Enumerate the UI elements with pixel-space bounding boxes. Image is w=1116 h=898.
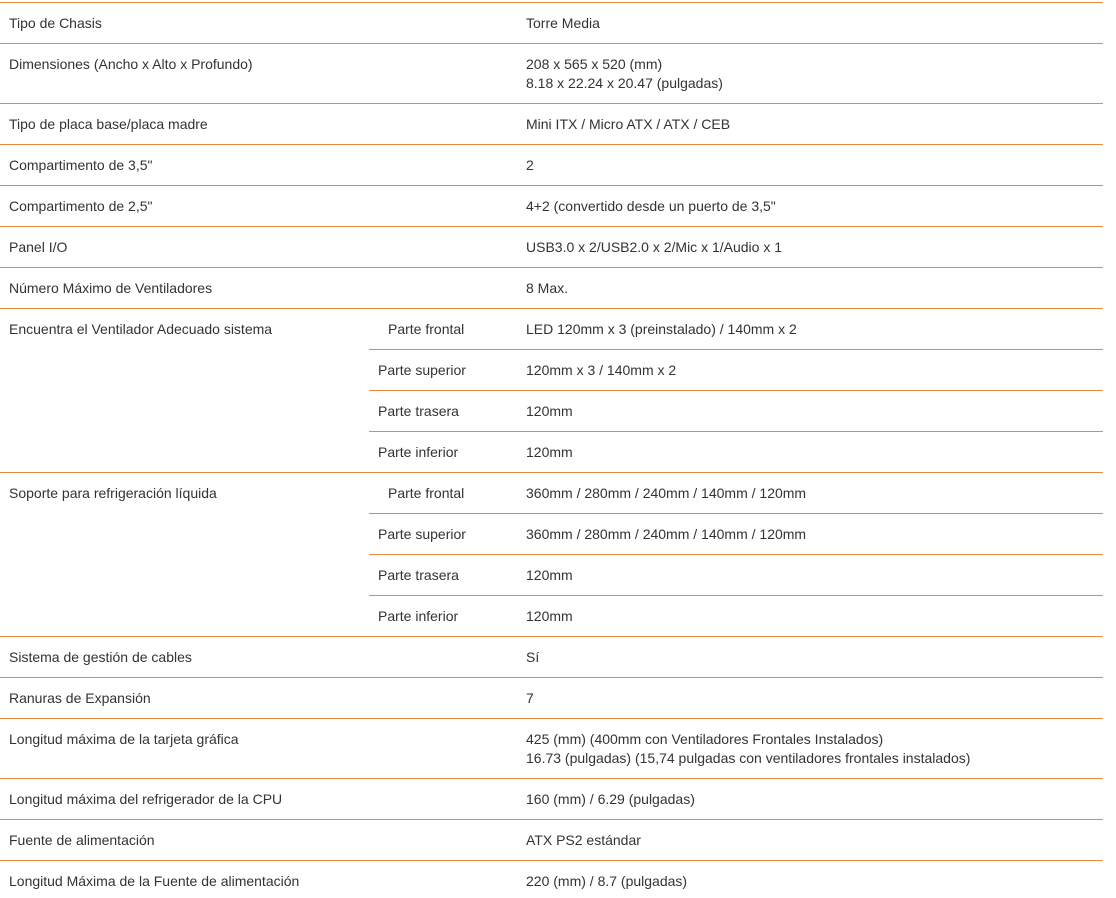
value-mm: 425 (mm) (400mm con Ventiladores Frontales Instalados) (526, 730, 1103, 749)
row-bay-25 (0, 186, 1103, 227)
spec-value: 8 Max. (517, 268, 1103, 309)
spec-label: Encuentra el Ventilador Adecuado sistema (0, 309, 369, 473)
spec-label: Ranuras de Expansión (0, 678, 369, 719)
radiator-value: 360mm / 280mm / 240mm / 140mm / 120mm (517, 514, 1103, 555)
fan-position: Parte superior (369, 350, 517, 391)
spec-label: Longitud máxima del refrigerador de la CPU (0, 779, 369, 820)
spec-label: Dimensiones (Ancho x Alto x Profundo) (0, 44, 369, 104)
fan-value: 120mm x 3 / 140mm x 2 (517, 350, 1103, 391)
row-bay-35 (0, 145, 1103, 186)
row-liquid-cooling (0, 473, 1103, 514)
row-cpu-cooler-height (0, 779, 1103, 820)
radiator-value: 120mm (517, 596, 1103, 637)
spec-label: Sistema de gestión de cables (0, 637, 369, 678)
spec-value (517, 719, 1103, 779)
spec-value: Mini ITX / Micro ATX / ATX / CEB (517, 104, 1103, 145)
spec-value: USB3.0 x 2/USB2.0 x 2/Mic x 1/Audio x 1 (517, 227, 1103, 268)
spec-value: 7 (517, 678, 1103, 719)
spec-value: Torre Media (517, 3, 1103, 44)
spec-label: Longitud máxima de la tarjeta gráfica (0, 719, 369, 779)
value-inches: 16.73 (pulgadas) (15,74 pulgadas con ventiladores frontales instalados) (526, 749, 1103, 768)
row-dimensions (0, 44, 1103, 104)
row-expansion-slots (0, 678, 1103, 719)
spec-label: Panel I/O (0, 227, 369, 268)
spec-label: Compartimento de 2,5" (0, 186, 369, 227)
fan-position: Parte frontal (369, 309, 517, 350)
radiator-value: 360mm / 280mm / 240mm / 140mm / 120mm (517, 473, 1103, 514)
row-max-fans (0, 268, 1103, 309)
row-psu-length (0, 861, 1103, 898)
fan-value: 120mm (517, 391, 1103, 432)
spec-label: Compartimento de 3,5" (0, 145, 369, 186)
value-mm: 208 x 565 x 520 (mm) (526, 55, 1103, 74)
spec-value: 160 (mm) / 6.29 (pulgadas) (517, 779, 1103, 820)
fan-position: Parte inferior (369, 432, 517, 473)
spec-label: Número Máximo de Ventiladores (0, 268, 369, 309)
radiator-position: Parte frontal (369, 473, 517, 514)
row-fan-support (0, 309, 1103, 350)
row-chassis-type (0, 3, 1103, 44)
row-io-panel (0, 227, 1103, 268)
spec-value: Sí (517, 637, 1103, 678)
spec-value: 4+2 (convertido desde un puerto de 3,5" (517, 186, 1103, 227)
spec-label: Fuente de alimentación (0, 820, 369, 861)
row-cable-management (0, 637, 1103, 678)
row-psu (0, 820, 1103, 861)
radiator-value: 120mm (517, 555, 1103, 596)
radiator-position: Parte trasera (369, 555, 517, 596)
spec-value (517, 44, 1103, 104)
spec-value: 2 (517, 145, 1103, 186)
row-gpu-length (0, 719, 1103, 779)
spec-label: Soporte para refrigeración líquida (0, 473, 369, 637)
spec-label: Longitud Máxima de la Fuente de alimentación (0, 861, 369, 898)
spec-label: Tipo de Chasis (0, 3, 369, 44)
spec-value: 220 (mm) / 8.7 (pulgadas) (517, 861, 1103, 898)
spec-label: Tipo de placa base/placa madre (0, 104, 369, 145)
value-inches: 8.18 x 22.24 x 20.47 (pulgadas) (526, 74, 1103, 93)
row-motherboard (0, 104, 1103, 145)
radiator-position: Parte superior (369, 514, 517, 555)
spec-table (0, 2, 1103, 898)
fan-position: Parte trasera (369, 391, 517, 432)
fan-value: 120mm (517, 432, 1103, 473)
radiator-position: Parte inferior (369, 596, 517, 637)
fan-value: LED 120mm x 3 (preinstalado) / 140mm x 2 (517, 309, 1103, 350)
spec-value: ATX PS2 estándar (517, 820, 1103, 861)
